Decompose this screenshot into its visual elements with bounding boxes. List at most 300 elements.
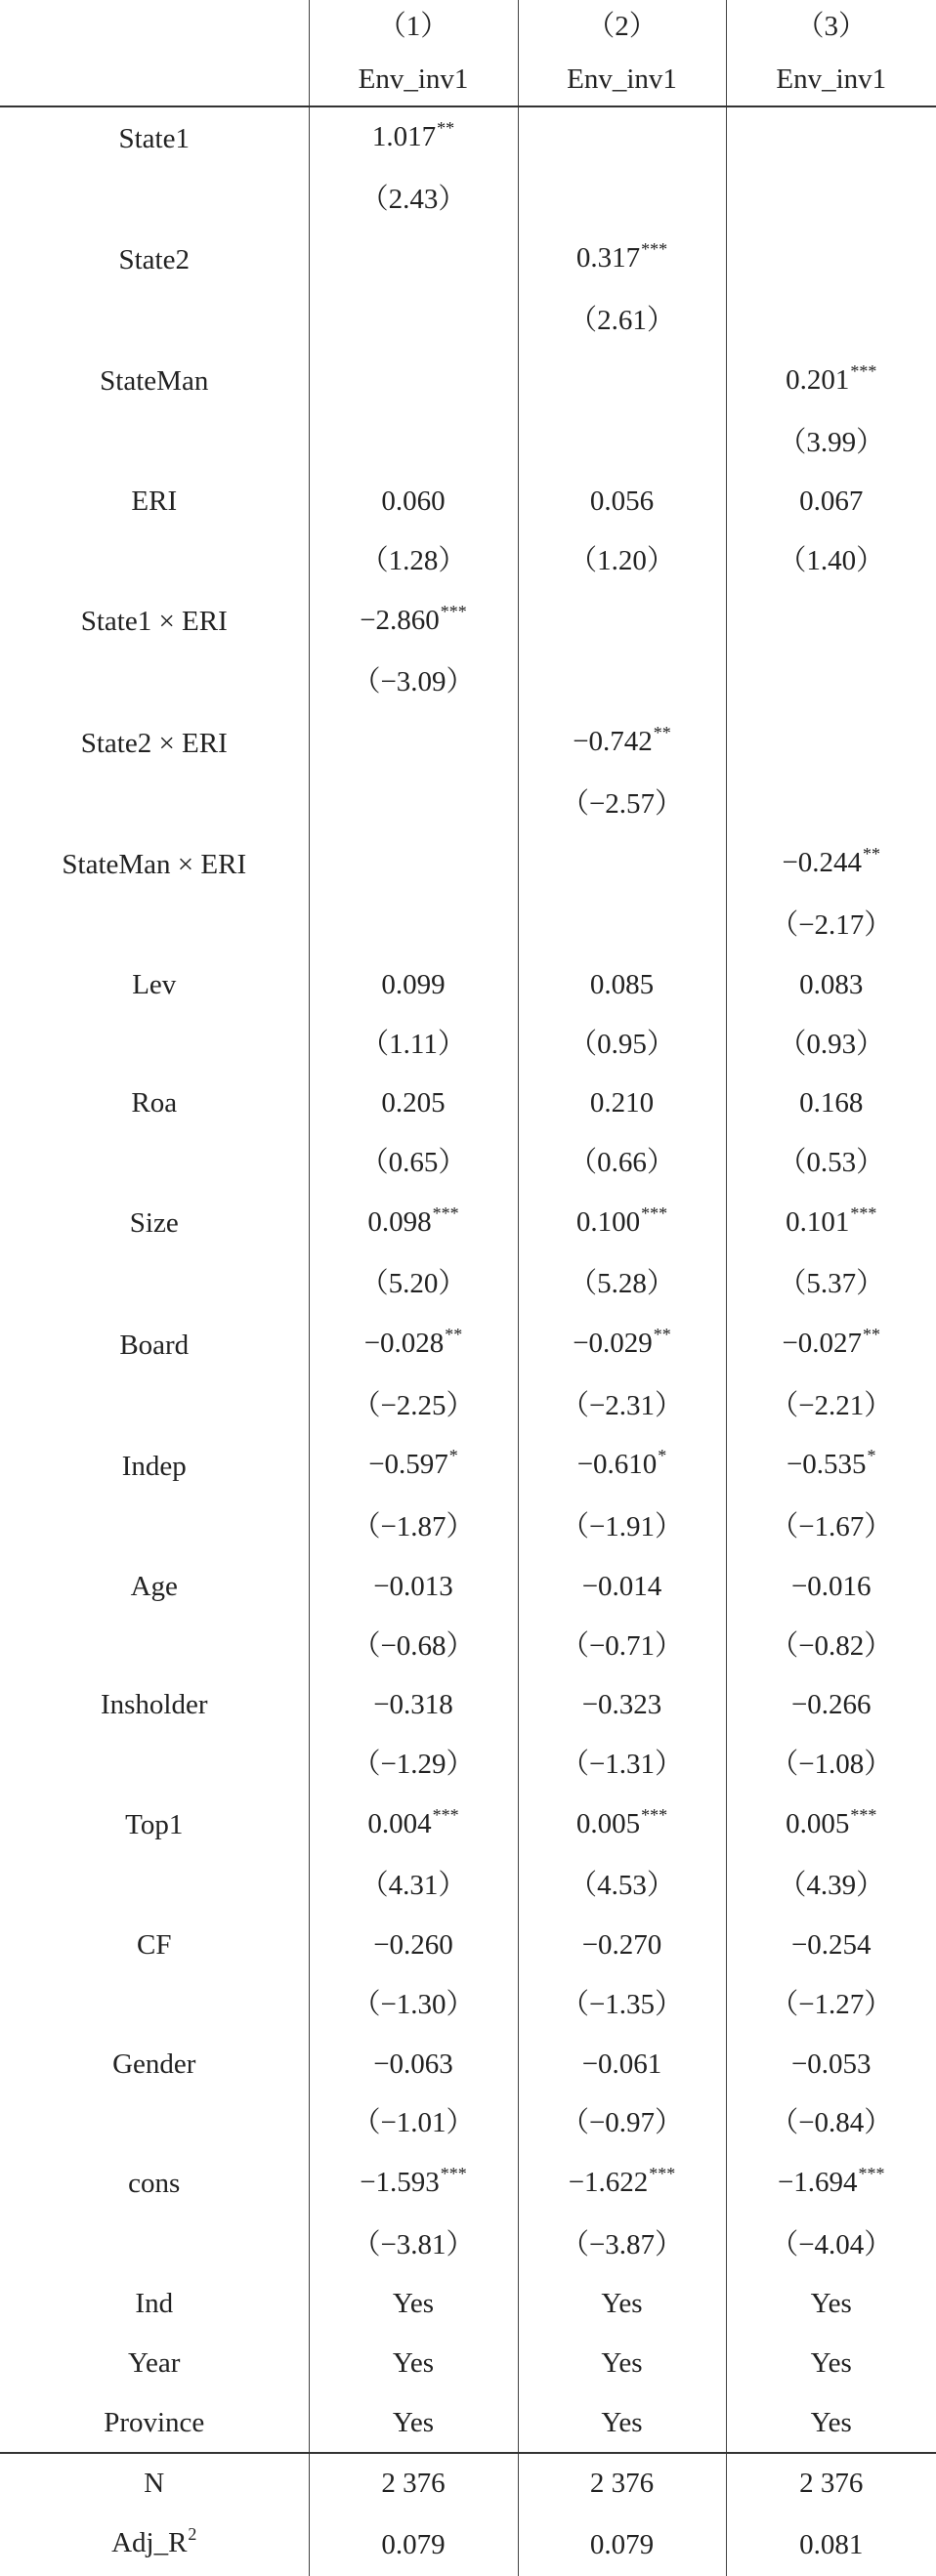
table-row	[0, 2513, 936, 2576]
row-label: Size	[129, 1207, 179, 1240]
cell-col-1	[309, 1193, 518, 1255]
cell-col-1	[309, 2274, 518, 2334]
column-depvar-3: Env_inv1	[726, 53, 936, 106]
cell-col-1	[309, 1133, 518, 1193]
row-label: CF	[137, 1929, 172, 1962]
cell-value: 2 376	[799, 2468, 864, 2500]
cell-col-3	[726, 896, 936, 955]
significance-stars: **	[653, 1325, 671, 1345]
cell-col-2	[518, 1254, 726, 1314]
cell-value: −0.013	[373, 1570, 453, 1602]
table-row	[0, 896, 936, 955]
cell-col-3	[726, 2453, 936, 2513]
cell-col-1	[309, 833, 518, 896]
cell-value: −0.535	[786, 1449, 867, 1481]
label-superscript: 2	[188, 2524, 197, 2545]
cell-value: 0.201	[786, 363, 850, 396]
cell-value: −0.318	[373, 1689, 453, 1721]
cell-value: （0.95）	[569, 1028, 675, 1060]
cell-col-1	[309, 2453, 518, 2513]
row-label	[0, 1254, 309, 1314]
cell-col-2	[518, 1015, 726, 1075]
cell-col-1	[309, 653, 518, 712]
cell-col-3	[726, 2274, 936, 2334]
table-row	[0, 2334, 936, 2393]
cell-col-3	[726, 1975, 936, 2035]
cell-value: （1.20）	[569, 544, 675, 576]
column-depvar-1: Env_inv1	[309, 53, 518, 106]
cell-value: 0.005	[575, 1807, 641, 1839]
cell-col-1	[309, 591, 518, 654]
significance-stars: *	[658, 1446, 667, 1466]
row-label	[0, 1735, 309, 1795]
significance-stars: ***	[858, 2163, 885, 2183]
cell-col-3	[726, 291, 936, 351]
table-row	[0, 1975, 936, 2035]
row-label: StateMan × ERI	[62, 848, 247, 880]
cell-col-2	[518, 2274, 726, 2334]
cell-value: （−1.08）	[770, 1748, 893, 1780]
cell-col-3	[726, 1557, 936, 1617]
cell-value: Yes	[392, 2288, 435, 2320]
row-label: cons	[128, 2168, 181, 2200]
cell-value: （−0.97）	[560, 2107, 684, 2139]
cell-col-3	[726, 2035, 936, 2094]
table-row	[0, 472, 936, 531]
table-row	[0, 106, 936, 170]
row-label: ERI	[131, 486, 178, 518]
significance-stars: **	[863, 844, 881, 865]
cell-col-2	[518, 712, 726, 775]
cell-col-1	[309, 2216, 518, 2275]
cell-value: Yes	[810, 2347, 852, 2380]
cell-col-1	[309, 2393, 518, 2454]
cell-value: （−1.29）	[352, 1748, 475, 1780]
cell-col-3	[726, 2334, 936, 2393]
cell-value: （−2.25）	[352, 1389, 475, 1421]
row-label	[0, 1015, 309, 1075]
table-row	[0, 653, 936, 712]
cell-col-2	[518, 775, 726, 834]
significance-stars: **	[653, 723, 671, 743]
cell-value: （5.20）	[360, 1268, 467, 1300]
table-row	[0, 229, 936, 291]
table-row	[0, 1314, 936, 1376]
table-row	[0, 1133, 936, 1193]
cell-value: （0.66）	[569, 1146, 675, 1178]
table-row	[0, 2453, 936, 2513]
cell-value: （−0.68）	[352, 1629, 475, 1662]
cell-col-2	[518, 653, 726, 712]
cell-col-1	[309, 1617, 518, 1676]
cell-col-3	[726, 1795, 936, 1857]
cell-value: Yes	[392, 2347, 435, 2380]
row-label: State2 × ERI	[80, 727, 228, 759]
cell-col-1	[309, 1675, 518, 1735]
cell-value: （4.53）	[569, 1870, 675, 1902]
row-label	[0, 1617, 309, 1676]
cell-col-2	[518, 472, 726, 531]
cell-value: （1.40）	[778, 544, 885, 576]
cell-value: 0.101	[786, 1205, 850, 1238]
cell-value: −0.014	[581, 1570, 662, 1602]
cell-col-3	[726, 106, 936, 170]
cell-value: （−0.84）	[770, 2107, 893, 2139]
cell-value: 0.210	[589, 1087, 655, 1119]
cell-col-2	[518, 1557, 726, 1617]
cell-col-3	[726, 833, 936, 896]
cell-value: （−2.21）	[770, 1389, 893, 1421]
cell-col-1	[309, 2334, 518, 2393]
cell-col-1	[309, 896, 518, 955]
table-row	[0, 1557, 936, 1617]
significance-stars: ***	[432, 1203, 459, 1223]
cell-value: 0.168	[799, 1087, 864, 1119]
cell-value: （3.99）	[778, 426, 885, 458]
cell-col-1	[309, 229, 518, 291]
cell-col-2	[518, 2153, 726, 2216]
table-row	[0, 1074, 936, 1133]
row-label	[0, 1498, 309, 1557]
cell-col-1	[309, 1557, 518, 1617]
cell-col-1	[309, 775, 518, 834]
cell-value: −0.244	[782, 847, 863, 879]
significance-stars: ***	[641, 1804, 668, 1825]
row-label	[0, 170, 309, 230]
cell-value: 1.017	[371, 121, 437, 152]
row-label	[0, 1376, 309, 1436]
cell-col-1	[309, 413, 518, 473]
cell-col-2	[518, 591, 726, 654]
cell-col-2	[518, 2513, 726, 2576]
cell-value: 0.100	[575, 1205, 641, 1238]
row-label: Gender	[112, 2048, 196, 2080]
cell-col-2	[518, 2334, 726, 2393]
cell-col-1	[309, 1435, 518, 1498]
cell-col-1	[309, 2093, 518, 2153]
cell-value: （−2.17）	[770, 909, 893, 942]
significance-stars: ***	[432, 1804, 459, 1825]
header-corner	[0, 0, 309, 53]
row-label: State1 × ERI	[80, 606, 228, 638]
significance-stars: ***	[641, 239, 668, 260]
cell-value: Yes	[810, 2288, 852, 2320]
cell-value: 0.079	[381, 2528, 446, 2560]
cell-value: 2 376	[381, 2468, 446, 2500]
cell-value: 0.098	[367, 1205, 432, 1238]
cell-value: 0.205	[381, 1087, 446, 1119]
cell-value: （0.65）	[360, 1146, 467, 1178]
cell-col-2	[518, 1376, 726, 1436]
cell-value: 0.060	[381, 486, 446, 518]
cell-value: （0.93）	[778, 1028, 885, 1060]
cell-col-3	[726, 351, 936, 413]
cell-col-2	[518, 1675, 726, 1735]
cell-col-1	[309, 1795, 518, 1857]
cell-col-3	[726, 1617, 936, 1676]
cell-value: （4.39）	[778, 1870, 885, 1902]
cell-col-2	[518, 2393, 726, 2454]
cell-value: −0.053	[790, 2048, 872, 2080]
cell-value: （−1.35）	[560, 1988, 684, 2020]
cell-col-1	[309, 291, 518, 351]
cell-value: （−3.87）	[560, 2228, 684, 2260]
row-label: Top1	[125, 1809, 184, 1841]
cell-col-3	[726, 775, 936, 834]
table-row	[0, 1795, 936, 1857]
cell-col-1	[309, 1856, 518, 1916]
cell-col-3	[726, 413, 936, 473]
cell-value: Yes	[601, 2288, 643, 2320]
table-row	[0, 1916, 936, 1975]
table-row	[0, 833, 936, 896]
cell-value: （2.43）	[360, 183, 467, 215]
cell-col-3	[726, 653, 936, 712]
cell-col-2	[518, 1435, 726, 1498]
table-row	[0, 1254, 936, 1314]
cell-value: 0.099	[381, 968, 446, 1000]
header-corner-2	[0, 53, 309, 106]
cell-value: （0.53）	[778, 1146, 885, 1178]
cell-col-2	[518, 1916, 726, 1975]
significance-stars: **	[863, 1325, 881, 1345]
cell-col-3	[726, 531, 936, 591]
cell-col-3	[726, 1498, 936, 1557]
table-row	[0, 1675, 936, 1735]
significance-stars: ***	[850, 1804, 877, 1825]
cell-col-2	[518, 229, 726, 291]
cell-col-3	[726, 712, 936, 775]
cell-col-1	[309, 1376, 518, 1436]
cell-value: Yes	[392, 2406, 435, 2438]
row-label	[0, 896, 309, 955]
row-label: Ind	[135, 2288, 174, 2320]
significance-stars: **	[437, 118, 455, 138]
column-number-3: （3）	[726, 0, 936, 53]
cell-col-1	[309, 2153, 518, 2216]
cell-col-1	[309, 1916, 518, 1975]
cell-value: 0.085	[589, 968, 655, 1000]
row-label: Lev	[132, 968, 177, 1000]
cell-col-2	[518, 1193, 726, 1255]
table-row	[0, 1015, 936, 1075]
cell-col-2	[518, 351, 726, 413]
cell-col-1	[309, 170, 518, 230]
cell-col-3	[726, 1193, 936, 1255]
cell-col-3	[726, 1435, 936, 1498]
cell-col-1	[309, 351, 518, 413]
cell-value: 0.079	[589, 2528, 655, 2560]
cell-col-1	[309, 2513, 518, 2576]
cell-value: −0.027	[782, 1328, 863, 1360]
cell-col-3	[726, 472, 936, 531]
significance-stars: ***	[850, 360, 877, 381]
cell-value: −2.860	[360, 604, 440, 636]
cell-col-3	[726, 591, 936, 654]
cell-value: （−1.01）	[352, 2107, 475, 2139]
table-row	[0, 1856, 936, 1916]
cell-col-2	[518, 896, 726, 955]
cell-col-1	[309, 1074, 518, 1133]
cell-value: （1.28）	[360, 544, 467, 576]
table-row	[0, 291, 936, 351]
cell-col-1	[309, 712, 518, 775]
cell-col-2	[518, 170, 726, 230]
cell-value: −0.029	[573, 1328, 653, 1360]
row-label	[0, 2093, 309, 2153]
table-row	[0, 1435, 936, 1498]
cell-value: 0.004	[367, 1807, 432, 1839]
cell-col-3	[726, 955, 936, 1015]
row-label	[0, 413, 309, 473]
cell-col-1	[309, 106, 518, 170]
cell-col-3	[726, 1856, 936, 1916]
cell-col-2	[518, 291, 726, 351]
cell-col-1	[309, 1314, 518, 1376]
table-row	[0, 531, 936, 591]
cell-value: −0.266	[790, 1689, 872, 1721]
cell-value: （1.11）	[361, 1028, 466, 1060]
column-number-1: （1）	[309, 0, 518, 53]
cell-col-2	[518, 1735, 726, 1795]
row-label: Year	[128, 2347, 181, 2380]
cell-value: （−1.87）	[352, 1511, 475, 1543]
cell-value: −0.260	[373, 1929, 453, 1962]
cell-value: −0.270	[581, 1929, 662, 1962]
significance-stars: ***	[641, 1203, 668, 1223]
table-row	[0, 2274, 936, 2334]
significance-stars: ***	[440, 601, 467, 621]
row-label	[0, 1856, 309, 1916]
row-label: Province	[104, 2406, 205, 2438]
row-label: Board	[119, 1329, 190, 1361]
row-label	[0, 775, 309, 834]
table-row	[0, 2153, 936, 2216]
cell-value: （−2.31）	[560, 1389, 684, 1421]
cell-value: −0.016	[790, 1570, 872, 1602]
cell-value: −0.323	[581, 1689, 662, 1721]
table-row	[0, 170, 936, 230]
cell-col-2	[518, 106, 726, 170]
table-body	[0, 106, 936, 2576]
cell-value: −0.597	[368, 1449, 448, 1481]
cell-value: Yes	[810, 2406, 852, 2438]
cell-col-2	[518, 1975, 726, 2035]
cell-col-1	[309, 531, 518, 591]
cell-col-3	[726, 1133, 936, 1193]
table-row	[0, 1193, 936, 1255]
cell-value: （−0.71）	[560, 1629, 684, 1662]
row-label	[0, 291, 309, 351]
cell-col-2	[518, 1856, 726, 1916]
cell-value: 0.317	[575, 242, 641, 274]
row-label: N	[0, 2453, 309, 2513]
cell-col-2	[518, 2093, 726, 2153]
cell-col-3	[726, 1735, 936, 1795]
cell-col-2	[518, 833, 726, 896]
row-label: StateMan	[100, 365, 209, 398]
cell-col-3	[726, 1675, 936, 1735]
cell-value: （−1.91）	[560, 1511, 684, 1543]
cell-col-3	[726, 229, 936, 291]
cell-col-3	[726, 1015, 936, 1075]
cell-col-3	[726, 170, 936, 230]
cell-value: 0.083	[799, 968, 864, 1000]
cell-value: （−1.31）	[560, 1748, 684, 1780]
table-header	[0, 0, 936, 106]
cell-col-2	[518, 531, 726, 591]
cell-value: （−1.30）	[352, 1988, 475, 2020]
cell-value: （−1.27）	[770, 1988, 893, 2020]
cell-value: （2.61）	[569, 305, 675, 337]
table-row	[0, 2393, 936, 2454]
cell-value: −0.742	[573, 726, 653, 758]
cell-value: 0.067	[799, 486, 864, 518]
row-label: State1	[118, 122, 190, 154]
table-row	[0, 591, 936, 654]
table-row	[0, 1617, 936, 1676]
cell-value: −1.694	[777, 2166, 858, 2198]
cell-col-3	[726, 1376, 936, 1436]
cell-value: （−2.57）	[560, 787, 684, 820]
cell-value: （5.37）	[778, 1268, 885, 1300]
table-row	[0, 351, 936, 413]
cell-col-1	[309, 1735, 518, 1795]
significance-stars: ***	[440, 2163, 467, 2183]
cell-col-2	[518, 1498, 726, 1557]
cell-col-1	[309, 1498, 518, 1557]
cell-value: （4.31）	[360, 1870, 467, 1902]
significance-stars: ***	[850, 1203, 877, 1223]
cell-value: −0.028	[363, 1328, 445, 1360]
row-label: Age	[130, 1570, 178, 1602]
cell-value: （−3.81）	[352, 2228, 475, 2260]
cell-value: −0.061	[581, 2048, 662, 2080]
cell-col-2	[518, 1133, 726, 1193]
row-label: Roa	[131, 1087, 178, 1119]
row-label: State2	[118, 243, 190, 275]
column-depvar-2: Env_inv1	[518, 53, 726, 106]
cell-col-3	[726, 1314, 936, 1376]
cell-col-2	[518, 2035, 726, 2094]
cell-value: （−0.82）	[770, 1629, 893, 1662]
cell-col-3	[726, 2153, 936, 2216]
significance-stars: *	[448, 1446, 458, 1466]
cell-value: 2 376	[589, 2468, 655, 2500]
cell-col-3	[726, 1916, 936, 1975]
row-label	[0, 531, 309, 591]
cell-col-3	[726, 1254, 936, 1314]
table-row	[0, 955, 936, 1015]
table-row	[0, 1498, 936, 1557]
cell-col-2	[518, 1795, 726, 1857]
cell-value: 0.005	[786, 1807, 850, 1839]
row-label: Indep	[121, 1450, 187, 1482]
cell-col-1	[309, 1254, 518, 1314]
row-label	[0, 1133, 309, 1193]
cell-col-2	[518, 1314, 726, 1376]
table-row	[0, 775, 936, 834]
cell-value: −0.254	[790, 1929, 872, 1962]
table-row	[0, 2216, 936, 2275]
row-label	[0, 653, 309, 712]
significance-stars: **	[445, 1325, 463, 1345]
cell-value: −1.622	[568, 2166, 649, 2198]
cell-col-3	[726, 2216, 936, 2275]
cell-value: （−1.67）	[770, 1511, 893, 1543]
cell-col-3	[726, 2513, 936, 2576]
cell-col-2	[518, 955, 726, 1015]
